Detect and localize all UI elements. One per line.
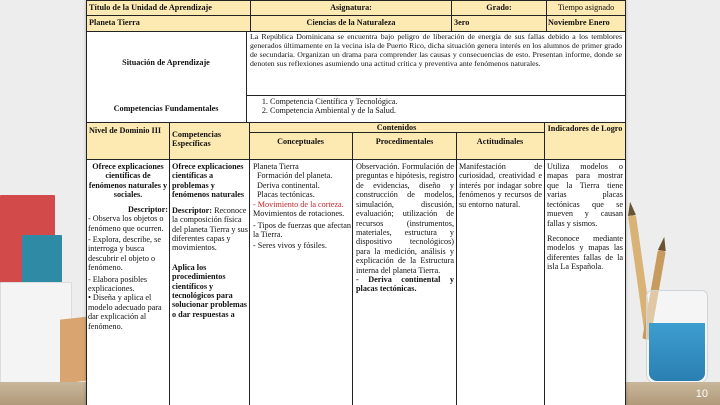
nivel-d1: - Observa los objetos o fenómeno que ocurren. bbox=[88, 214, 164, 233]
contenidos-header: Contenidos bbox=[376, 123, 417, 132]
rule bbox=[456, 132, 457, 405]
rule bbox=[451, 0, 452, 32]
rule bbox=[546, 0, 547, 32]
rule bbox=[86, 0, 87, 405]
tiempo-value: Noviembre Enero bbox=[548, 18, 610, 27]
concept-line: Movimientos de rotaciones. bbox=[253, 209, 345, 219]
asignatura-label: Asignatura: bbox=[330, 3, 372, 12]
water-jar bbox=[646, 290, 708, 384]
situacion-text: La República Dominicana se encuentra bajo peligro de liberación de energía de sus fallas debido a los temblores generados últimamente en la vecina isla de Puerto Rico, dicha situación genera interés en los alumnos de primer grado de secundaria. Organizan un drama para comprender las causas y consecuencias de esto. Presentan informe, donde se denoten sus reflexiones asumiendo una actitud crítica y preventiva ante fenómenos naturales. bbox=[250, 33, 622, 68]
concept-line: - Tipos de fuerzas que afectan la Tierra. bbox=[253, 220, 351, 239]
especificas-aplica: Aplica los procedimientos científicos y tecnológicos para solucionar problemas o dar respuestas a bbox=[172, 262, 247, 319]
procedimentales-deriva: - Deriva continental y placas tectónicas. bbox=[356, 275, 454, 294]
procedimentales-body bbox=[356, 162, 454, 405]
rule bbox=[86, 0, 626, 1]
nivel-header: Nivel de Dominio III bbox=[89, 126, 162, 135]
nivel-d4: • Diseña y aplica el modelo adecuado para dar explicación al fenómeno. bbox=[88, 293, 162, 331]
nivel-body bbox=[88, 162, 168, 405]
tiempo-label: Tiempo asignado bbox=[557, 3, 615, 12]
rule bbox=[86, 15, 626, 16]
indicadores-header: Indicadores de Logro bbox=[547, 124, 623, 133]
indicador-item: Reconoce mediante modelos y mapas las diferentes fallas de la isla La Española. bbox=[547, 233, 623, 272]
titulo-label: Título de la Unidad de Aprendizaje bbox=[89, 3, 212, 12]
nivel-descriptor-label: Descriptor: bbox=[127, 204, 168, 214]
nivel-ofrece: Ofrece explicaciones científicas de fenómenos naturales y sociales. bbox=[88, 162, 168, 200]
especificas-descriptor-label: Descriptor: bbox=[172, 205, 213, 215]
asignatura-value: Ciencias de la Naturaleza bbox=[306, 18, 396, 27]
competencias-list bbox=[252, 97, 622, 116]
water bbox=[649, 323, 705, 381]
rule bbox=[249, 122, 250, 405]
rule bbox=[246, 31, 247, 122]
concept-line: Deriva continental. bbox=[257, 180, 320, 190]
situacion-label: Situación de Aprendizaje bbox=[122, 58, 210, 67]
actitudinales-body bbox=[459, 162, 542, 405]
nivel-d2: - Explora, describe, se interroga y busca descubrir el objeto o fenómeno. bbox=[88, 234, 161, 273]
concept-line: Planeta Tierra bbox=[253, 162, 299, 171]
procedimentales-text: Observación. Formulación de preguntas e hipótesis, registro de evidencias, diseño y construcción de modelos, simulación, discusión, evaluación; utilización de recursos (instrumentos, materiales, estructura y dispositivo tecnológicos) para la medición, análisis y explicación de la Estructura interna del planeta Tierra. bbox=[356, 162, 454, 275]
competencia-item: 1. Competencia Científica y Tecnológica. bbox=[270, 97, 622, 106]
indicador-item: Utiliza modelos o mapas para mostrar que la Tierra tiene varias placas tectónicas que se mueven y causan fallas y sismos. bbox=[547, 162, 623, 228]
indicadores-body bbox=[547, 162, 623, 405]
procedimentales-header: Procedimentales bbox=[375, 137, 434, 146]
rule bbox=[250, 0, 251, 32]
nivel-d3: - Elabora posibles explicaciones. bbox=[88, 274, 148, 294]
conceptuales-body bbox=[253, 162, 351, 405]
competencias-label: Competencias Fundamentales bbox=[113, 104, 219, 113]
especificas-body bbox=[172, 162, 248, 405]
concept-line: Formación del planeta. bbox=[257, 171, 333, 181]
rule bbox=[246, 95, 626, 96]
grado-label: Grado: bbox=[486, 3, 512, 12]
document-page bbox=[86, 0, 626, 405]
actitudinales-header: Actitudinales bbox=[476, 137, 524, 146]
actitudinales-text: Manifestación de curiosidad, creatividad e interés por indagar sobre fenómenos y recursos de su entorno natural. bbox=[459, 162, 542, 209]
especificas-ofrece: Ofrece explicaciones científicas a problemas y fenómenos naturales bbox=[172, 162, 245, 200]
especificas-descriptor-text: Reconoce la composición física del planeta Tierra y sus diferentes capas y movimientos. bbox=[172, 205, 248, 253]
rule bbox=[352, 132, 353, 405]
concept-line: Placas tectónicas. bbox=[257, 190, 315, 200]
rule bbox=[86, 159, 626, 160]
conceptuales-header: Conceptuales bbox=[277, 137, 324, 146]
rule bbox=[625, 0, 626, 405]
rule bbox=[169, 122, 170, 405]
especificas-header: Competencias Específicas bbox=[172, 130, 222, 149]
competencia-item: 2. Competencia Ambiental y de la Salud. bbox=[270, 106, 622, 115]
rule bbox=[544, 122, 545, 405]
rule bbox=[86, 31, 626, 32]
grado-value: 3ero bbox=[454, 18, 470, 27]
page-number: 10 bbox=[695, 388, 708, 400]
concept-line: - Movimiento de la corteza. bbox=[253, 199, 344, 209]
concept-line: - Seres vivos y fósiles. bbox=[253, 241, 327, 251]
titulo-value: Planeta Tierra bbox=[89, 18, 140, 27]
